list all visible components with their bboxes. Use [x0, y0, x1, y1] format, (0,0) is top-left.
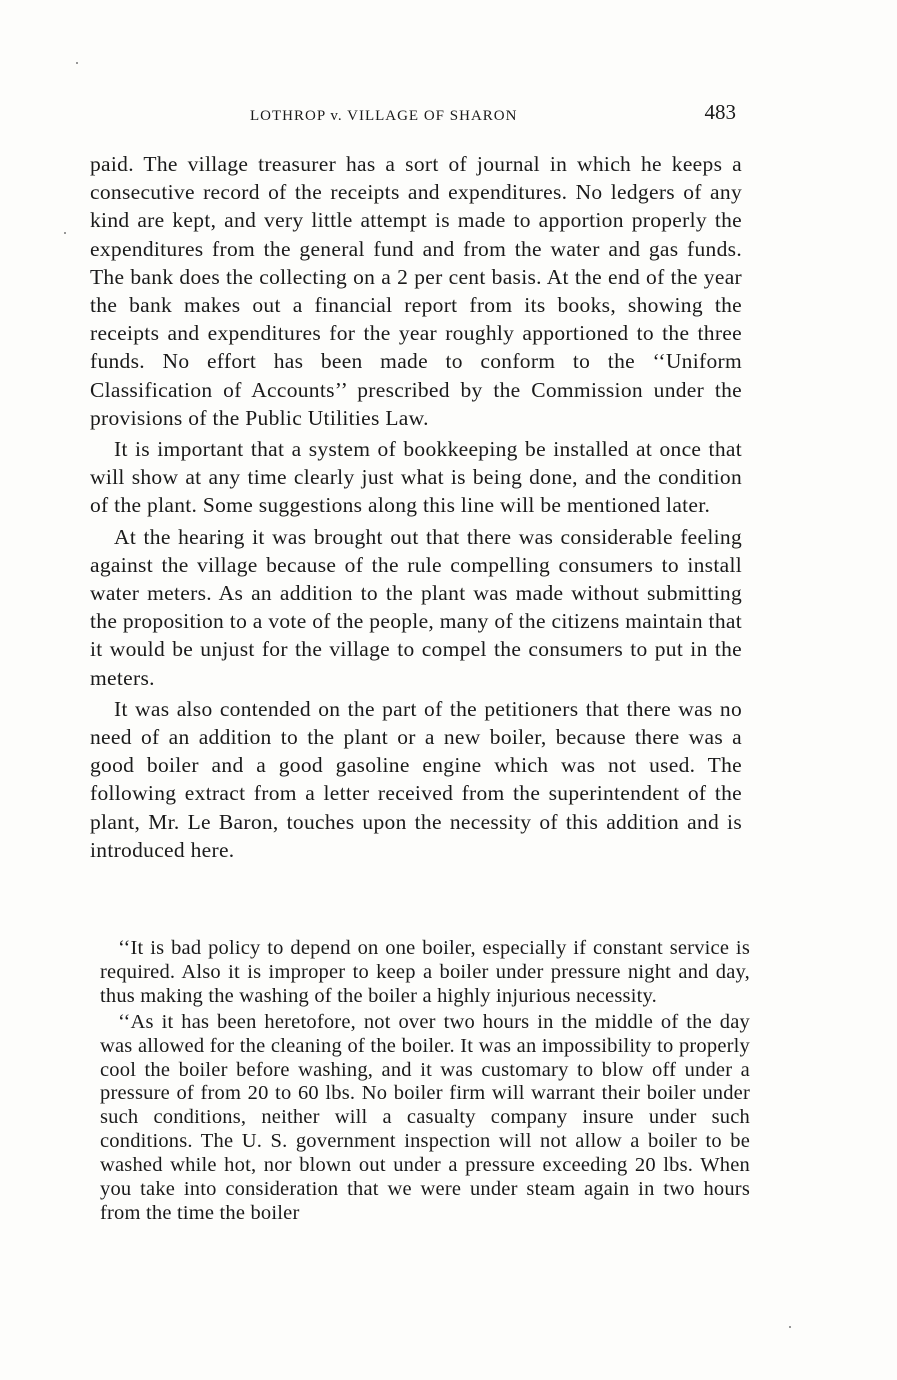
paragraph-treasurer-journal: paid. The village treasurer has a sort of journal in which he keeps a consecutive record of the receipts and expenditures. No ledgers of any kind are kept, and very little attempt is made to apportion properly the expenditures from the general fund and from the water and gas funds. The bank does the collecting on a 2 per cent basis. At the end of the year the bank makes out a financial report from its books, showing the receipts and expenditures for the year roughly apportioned to the three funds. No effort has been made to conform to the ‘‘Uniform Classification of Accounts’’ prescribed by the Commission under the provisions of the Public Utilities Law.: [90, 152, 742, 430]
body-text: [90, 150, 742, 867]
scan-speck: [76, 62, 78, 64]
scan-speck: [789, 1326, 791, 1328]
running-title: LOTHROP v. VILLAGE OF SHARON: [250, 108, 518, 124]
quote-paragraph-one-boiler: ‘‘It is bad policy to depend on one boiler, especially if constant service is required. Also it is improper to keep a boiler under pressure night and day, thus making the washing of the boiler a highly injurious necessity.: [100, 937, 750, 1007]
paragraph-bookkeeping: It is important that a system of bookkeeping be installed at once that will show at any time clearly just what is being done, and the condition of the plant. Some suggestions along this line will be mentioned later.: [90, 437, 742, 518]
quoted-letter: [100, 937, 750, 1228]
quote-paragraph-cleaning: ‘‘As it has been heretofore, not over two hours in the middle of the day was allowed for the cleaning of the boiler. It was an impossibility to properly cool the boiler before washing, and it was customary to blow off under a pressure of from 20 to 60 lbs. No boiler firm will warrant their boiler under such conditions, neither will a casualty company insure under such conditions. The U. S. government inspection will not allow a boiler to be washed while hot, nor blown out under a pressure exceeding 20 lbs. When you take into consideration that we were under steam again in two hours from the time the boiler: [100, 1010, 750, 1224]
scan-speck: [64, 232, 66, 234]
paragraph-petitioners: It was also contended on the part of the petitioners that there was no need of an addition to the plant or a new boiler, because there was a good boiler and a good gasoline engine which was not used. The following extract from a letter received from the superintendent of the plant, Mr. Le Baron, touches upon the necessity of this addition and is introduced here.: [90, 696, 742, 862]
page-number: 483: [704, 100, 736, 124]
paragraph-water-meters: At the hearing it was brought out that there was considerable feeling against the village because of the rule compelling consumers to install water meters. As an addition to the plant was made without submitting the proposition to a vote of the people, many of the citizens maintain that it would be unjust for the village to compel the consumers to put in the meters.: [90, 524, 742, 690]
running-head: [90, 100, 740, 130]
